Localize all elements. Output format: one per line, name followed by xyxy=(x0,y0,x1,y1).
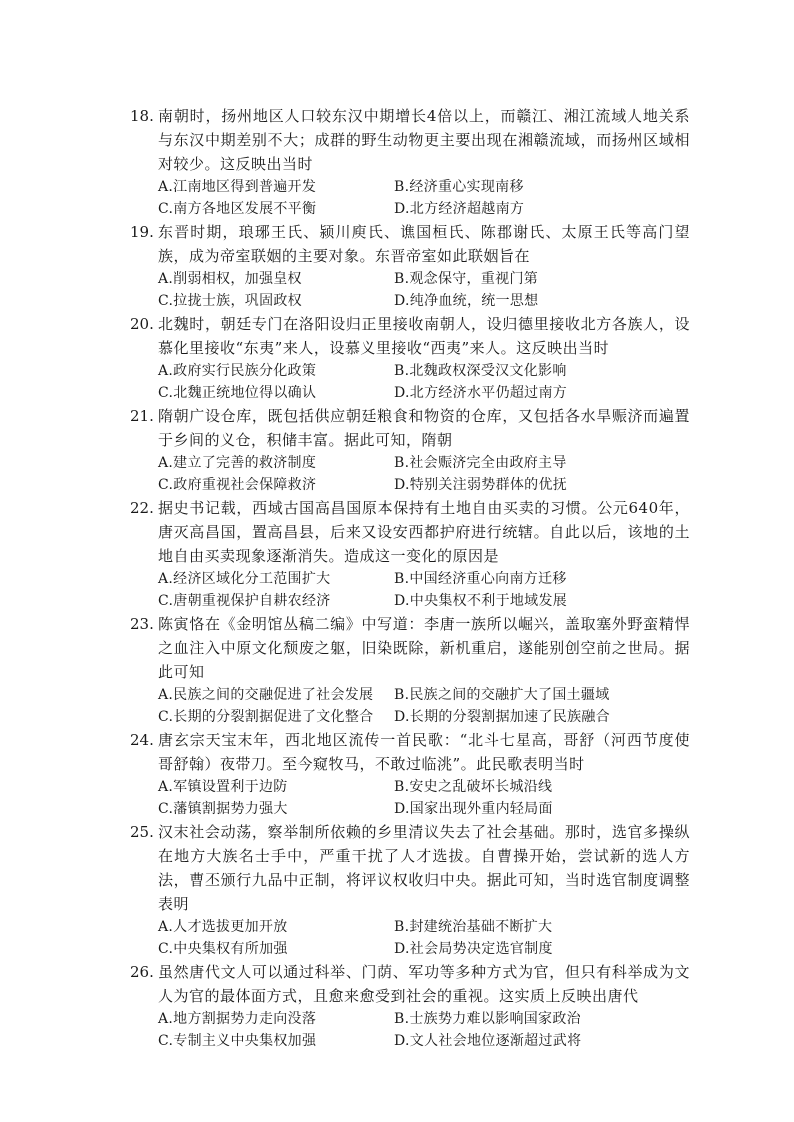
exam-page xyxy=(130,104,690,1052)
options xyxy=(158,268,690,312)
option-b: B.民族之间的交融扩大了国土疆域 xyxy=(394,687,610,703)
options xyxy=(158,776,690,820)
option-d: D.文人社会地位逐渐超过武将 xyxy=(394,1033,582,1049)
option-b: B.社会赈济完全由政府主导 xyxy=(394,455,567,471)
option-b: B.观念保守，重视门第 xyxy=(394,271,539,287)
option-c: C.拉拢士族，巩固政权 xyxy=(158,293,302,309)
question-22 xyxy=(130,496,690,612)
question-stem: 东晋时期，琅琊王氏、颍川庾氏、谯国桓氏、陈郡谢氏、太原王氏等高门望族，成为帝室联姻的主要对象。东晋帝室如此联姻旨在 xyxy=(158,223,690,265)
option-d: D.北方经济水平仍超过南方 xyxy=(394,385,568,401)
options xyxy=(158,568,690,612)
question-stem: 据史书记载，西域古国高昌国原本保持有土地自由买卖的习惯。公元640年，唐灭高昌国，置高昌县，后来又设安西都护府进行统辖。自此以后，该地的土地自由买卖现象逐渐消失。造成这一变化的原因是 xyxy=(158,499,690,565)
question-number: 26. xyxy=(130,963,154,981)
option-c: C.唐朝重视保护自耕农经济 xyxy=(158,593,331,609)
option-c: C.北魏正统地位得以确认 xyxy=(158,385,317,401)
option-b: B.中国经济重心向南方迁移 xyxy=(394,571,567,587)
option-d: D.特别关注弱势群体的优抚 xyxy=(394,477,568,493)
options xyxy=(158,452,690,496)
question-25 xyxy=(130,820,690,960)
option-d: D.社会局势决定选官制度 xyxy=(394,941,553,957)
question-number: 22. xyxy=(130,499,154,517)
option-d: D.纯净血统，统一思想 xyxy=(394,293,539,309)
options xyxy=(158,176,690,220)
question-number: 21. xyxy=(130,407,154,425)
question-stem: 北魏时，朝廷专门在洛阳设归正里接收南朝人，设归德里接收北方各族人，设慕化里接收“东夷”来人，设慕义里接收“西夷”来人。这反映出当时 xyxy=(158,315,690,357)
question-stem: 陈寅恪在《金明馆丛稿二编》中写道：李唐一族所以崛兴，盖取塞外野蛮精悍之血注入中原文化颓废之躯，旧染既除，新机重启，遂能别创空前之世局。据此可知 xyxy=(158,615,690,681)
options xyxy=(158,360,690,404)
option-a: A.江南地区得到普遍开发 xyxy=(158,179,317,195)
option-d: D.中央集权不利于地域发展 xyxy=(394,593,568,609)
question-18 xyxy=(130,104,690,220)
question-21 xyxy=(130,404,690,496)
option-a: A.民族之间的交融促进了社会发展 xyxy=(158,687,374,703)
question-number: 25. xyxy=(130,823,154,841)
option-d: D.国家出现外重内轻局面 xyxy=(394,801,553,817)
option-a: A.政府实行民族分化政策 xyxy=(158,363,317,379)
option-b: B.士族势力难以影响国家政治 xyxy=(394,1011,581,1027)
question-stem: 南朝时，扬州地区人口较东汉中期增长4倍以上，而赣江、湘江流域人地关系与东汉中期差别不大；成群的野生动物更主要出现在湘赣流域，而扬州区域相对较少。这反映出当时 xyxy=(158,107,690,173)
question-number: 19. xyxy=(130,223,154,241)
option-a: A.地方割据势力走向没落 xyxy=(158,1011,317,1027)
option-b: B.安史之乱破坏长城沿线 xyxy=(394,779,553,795)
option-d: D.北方经济超越南方 xyxy=(394,201,525,217)
option-c: C.长期的分裂割据促进了文化整合 xyxy=(158,709,374,725)
question-23 xyxy=(130,612,690,728)
question-stem: 唐玄宗天宝末年，西北地区流传一首民歌：“北斗七星高，哥舒（河西节度使哥舒翰）夜带刀。至今窥牧马，不敢过临洮”。此民歌表明当时 xyxy=(158,731,690,773)
option-d: D.长期的分裂割据加速了民族融合 xyxy=(394,709,610,725)
option-c: C.中央集权有所加强 xyxy=(158,941,288,957)
option-a: A.军镇设置利于边防 xyxy=(158,779,288,795)
question-19 xyxy=(130,220,690,312)
question-stem: 隋朝广设仓库，既包括供应朝廷粮食和物资的仓库，又包括各水旱赈济而遍置于乡间的义仓，积储丰富。据此可知，隋朝 xyxy=(158,407,690,449)
question-stem: 虽然唐代文人可以通过科举、门荫、军功等多种方式为官，但只有科举成为文人为官的最体面方式，且愈来愈受到社会的重视。这实质上反映出唐代 xyxy=(158,963,690,1005)
question-number: 23. xyxy=(130,615,154,633)
option-a: A.经济区域化分工范围扩大 xyxy=(158,571,331,587)
option-c: C.专制主义中央集权加强 xyxy=(158,1033,317,1049)
question-stem: 汉末社会动荡，察举制所依赖的乡里清议失去了社会基础。那时，选官多操纵在地方大族名士手中，严重干扰了人才选拔。自曹操开始，尝试新的选人方法，曹丕颁行九品中正制，将评议权收归中央。据此可知，当时选官制度调整表明 xyxy=(158,823,690,913)
option-a: A.人才选拔更加开放 xyxy=(158,919,288,935)
option-b: B.经济重心实现南移 xyxy=(394,179,524,195)
option-c: C.政府重视社会保障救济 xyxy=(158,477,317,493)
option-c: C.藩镇割据势力强大 xyxy=(158,801,288,817)
options xyxy=(158,916,690,960)
question-20 xyxy=(130,312,690,404)
question-number: 24. xyxy=(130,731,154,749)
question-24 xyxy=(130,728,690,820)
question-26 xyxy=(130,960,690,1052)
options xyxy=(158,684,690,728)
option-b: B.封建统治基础不断扩大 xyxy=(394,919,553,935)
option-a: A.削弱相权，加强皇权 xyxy=(158,271,302,287)
question-number: 18. xyxy=(130,107,154,125)
options xyxy=(158,1008,690,1052)
question-number: 20. xyxy=(130,315,154,333)
option-b: B.北魏政权深受汉文化影响 xyxy=(394,363,567,379)
option-a: A.建立了完善的救济制度 xyxy=(158,455,317,471)
option-c: C.南方各地区发展不平衡 xyxy=(158,201,317,217)
